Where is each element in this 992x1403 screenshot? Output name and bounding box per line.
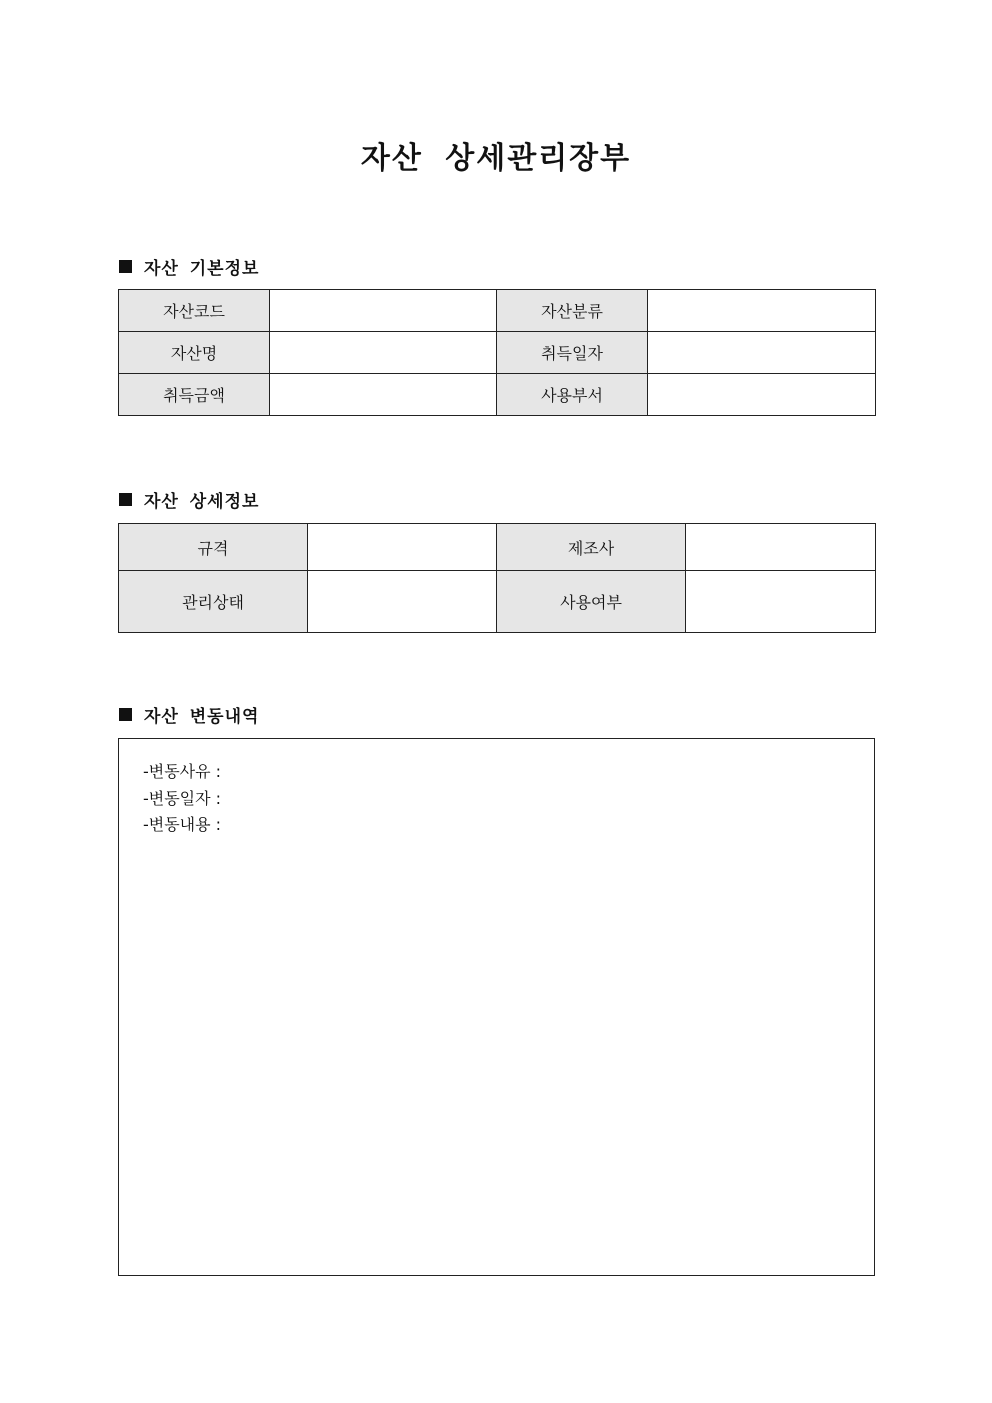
- field-asset-name[interactable]: [270, 332, 497, 374]
- field-asset-code[interactable]: [270, 290, 497, 332]
- square-bullet-icon: [119, 260, 132, 273]
- square-bullet-icon: [119, 493, 132, 506]
- table-row: [119, 374, 876, 416]
- label-manufacturer: 제조사: [497, 524, 686, 571]
- field-management-status[interactable]: [308, 571, 497, 633]
- label-using-department: 사용부서: [497, 374, 648, 416]
- detail-info-table: [118, 523, 876, 633]
- label-acquisition-amount: 취득금액: [119, 374, 270, 416]
- label-usage-status: 사용여부: [497, 571, 686, 633]
- basic-info-table: [118, 289, 876, 416]
- table-row: [119, 524, 876, 571]
- field-using-department[interactable]: [648, 374, 876, 416]
- label-asset-code: 자산코드: [119, 290, 270, 332]
- basic-info-heading: [119, 254, 259, 279]
- square-bullet-icon: [119, 708, 132, 721]
- label-specification: 규격: [119, 524, 308, 571]
- change-history-heading: [119, 702, 259, 727]
- detail-info-heading-text: 자산 상세정보: [144, 492, 260, 512]
- field-usage-status[interactable]: [686, 571, 876, 633]
- label-asset-category: 자산분류: [497, 290, 648, 332]
- label-management-status: 관리상태: [119, 571, 308, 633]
- change-history-lines: [143, 759, 221, 839]
- label-acquisition-date: 취득일자: [497, 332, 648, 374]
- field-acquisition-date[interactable]: [648, 332, 876, 374]
- table-row: [119, 571, 876, 633]
- table-row: [119, 290, 876, 332]
- field-manufacturer[interactable]: [686, 524, 876, 571]
- table-row: [119, 332, 876, 374]
- page-title: 자산 상세관리장부: [360, 141, 632, 176]
- change-reason-line: -변동사유 :: [143, 762, 222, 781]
- change-content-line: -변동내용 :: [143, 815, 222, 834]
- field-specification[interactable]: [308, 524, 497, 571]
- change-history-box[interactable]: [118, 738, 875, 1276]
- basic-info-heading-text: 자산 기본정보: [144, 259, 260, 279]
- change-date-line: -변동일자 :: [143, 788, 222, 808]
- detail-info-heading: [119, 487, 259, 512]
- label-asset-name: 자산명: [119, 332, 270, 374]
- field-acquisition-amount[interactable]: [270, 374, 497, 416]
- change-history-heading-text: 자산 변동내역: [144, 707, 260, 727]
- field-asset-category[interactable]: [648, 290, 876, 332]
